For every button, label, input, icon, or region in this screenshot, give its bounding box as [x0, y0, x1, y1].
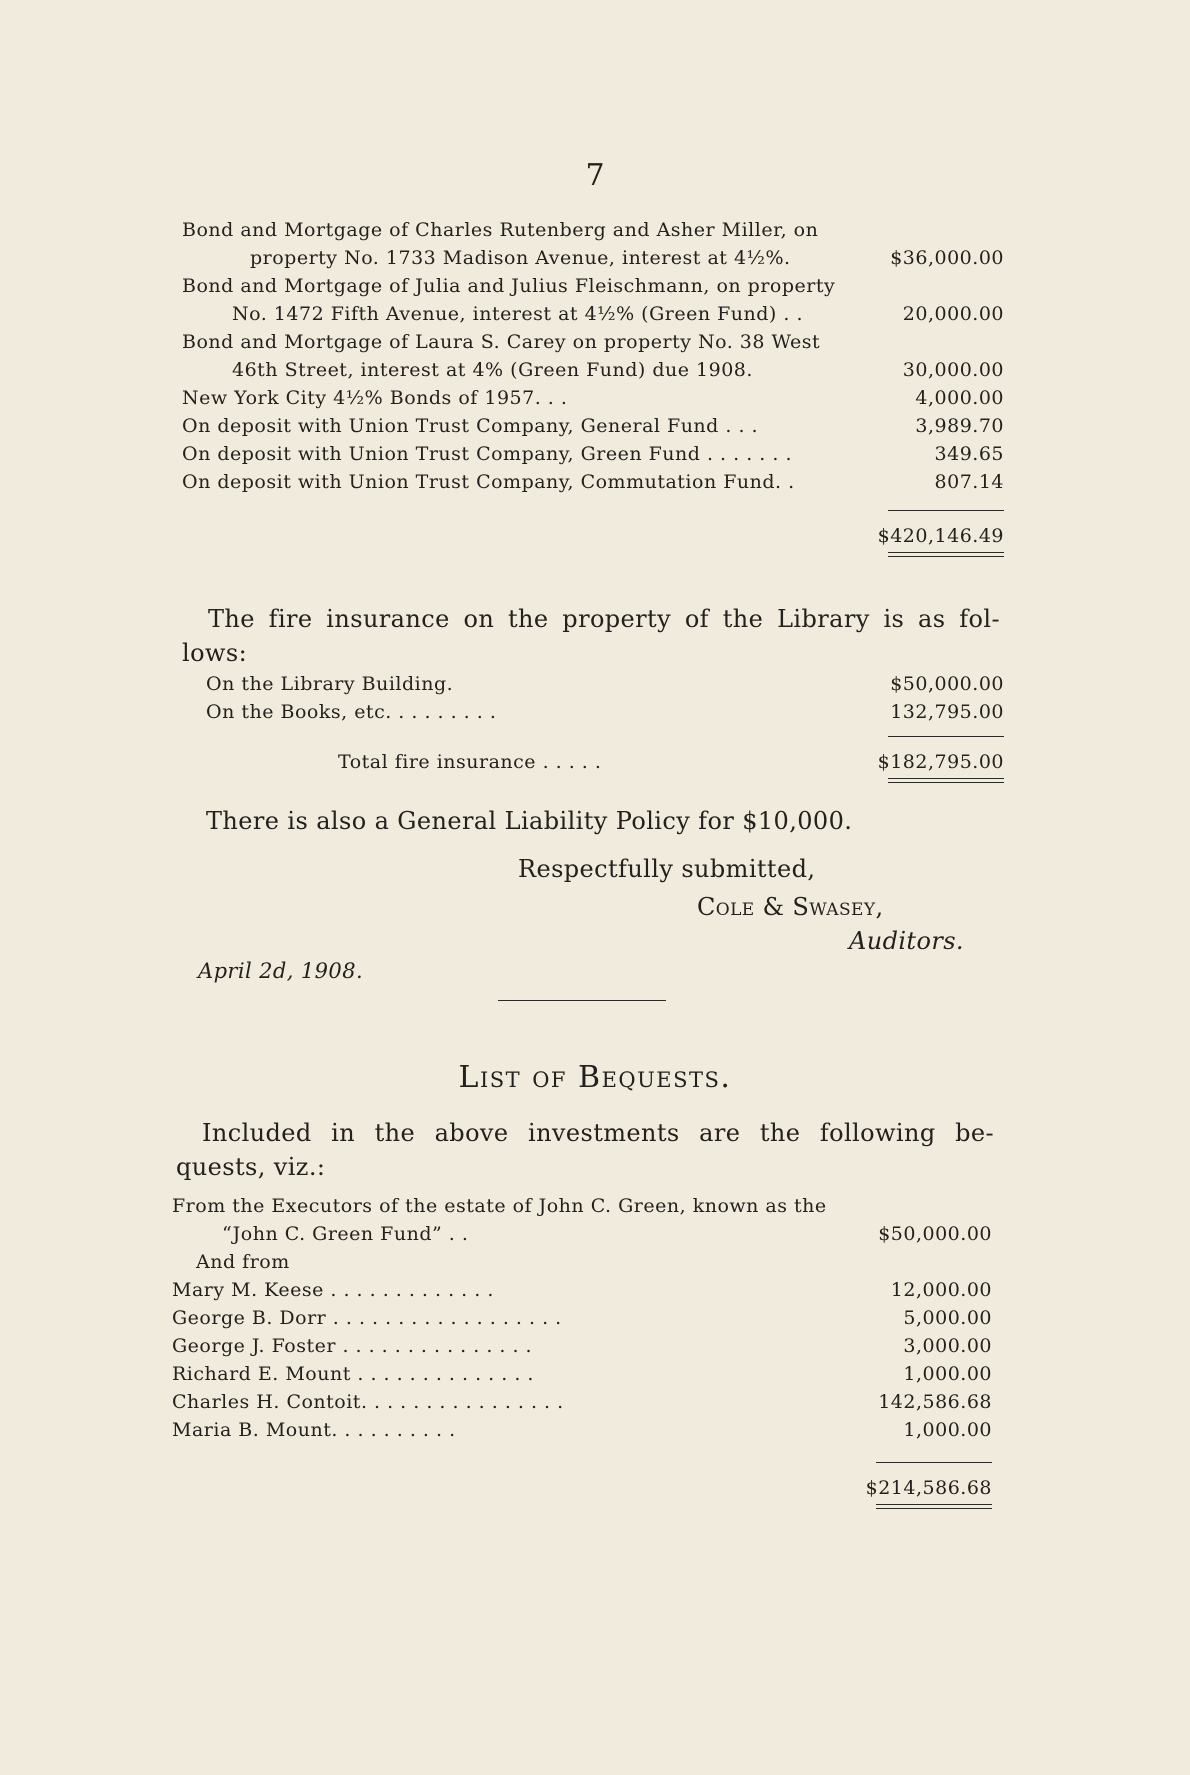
ledger-row	[172, 1276, 992, 1304]
ledger-total-label: Total fire insurance . . . . .	[338, 751, 602, 773]
double-rule-wrap	[182, 776, 1004, 784]
ledger-label: On deposit with Union Trust Company, Green Fund . . . . . . .	[182, 443, 792, 465]
ledger-amount: 20,000.00	[902, 303, 1004, 325]
ledger-row	[182, 440, 1004, 468]
ledger-label: No. 1472 Fifth Avenue, interest at 4½% (Green Fund) . .	[232, 303, 804, 325]
ledger-row	[182, 356, 1004, 384]
signature-block	[182, 890, 1000, 924]
ledger-label: And from	[196, 1251, 290, 1273]
ledger-label: On deposit with Union Trust Company, Commutation Fund. .	[182, 471, 795, 493]
ledger-label: Maria B. Mount. . . . . . . . . .	[172, 1419, 456, 1441]
bequests-ledger	[172, 1192, 992, 1510]
ledger-amount: 807.14	[934, 471, 1004, 493]
ledger-row	[182, 412, 1004, 440]
bequests-intro-line: quests, viz.:	[176, 1153, 326, 1181]
total-rule-wrap	[172, 1444, 992, 1474]
double-rule-wrap	[182, 550, 1004, 558]
ledger-row	[182, 300, 1004, 328]
ledger-row	[182, 384, 1004, 412]
section-heading: List of Bequests.	[458, 1060, 732, 1095]
ledger-amount: 5,000.00	[903, 1307, 992, 1329]
ledger-label: Richard E. Mount . . . . . . . . . . . . . .	[172, 1363, 534, 1385]
ledger-row	[172, 1192, 992, 1220]
ledger-label: On the Library Building.	[206, 673, 454, 695]
ledger-row	[172, 1416, 992, 1444]
ledger-row	[172, 1388, 992, 1416]
ledger-total-row	[182, 522, 1004, 550]
ledger-amount: 3,989.70	[915, 415, 1004, 437]
ledger-amount: 142,586.68	[878, 1391, 992, 1413]
total-double-rule	[888, 778, 1004, 783]
ledger-total: $214,586.68	[865, 1477, 992, 1499]
bequests-intro	[176, 1116, 994, 1184]
ledger-amount: 12,000.00	[890, 1279, 992, 1301]
ledger-amount: 4,000.00	[915, 387, 1004, 409]
signature-title: Auditors.	[849, 927, 964, 955]
ledger-amount: 3,000.00	[903, 1335, 992, 1357]
ledger-row	[172, 1332, 992, 1360]
ledger-row	[182, 244, 1004, 272]
total-double-rule	[876, 1504, 992, 1509]
ledger-label: Bond and Mortgage of Laura S. Carey on property No. 38 West	[182, 331, 821, 353]
ledger-amount: 1,000.00	[903, 1419, 992, 1441]
date: April 2d, 1908.	[198, 959, 364, 983]
ledger-row	[182, 468, 1004, 496]
ledger-row	[182, 272, 1004, 300]
date-block	[182, 954, 1000, 988]
ledger-row	[182, 216, 1004, 244]
fire-insurance-line: lows:	[182, 639, 248, 667]
ledger-amount: 1,000.00	[903, 1363, 992, 1385]
liability-statement	[182, 804, 1000, 838]
sum-rule	[888, 736, 1004, 737]
total-rule-wrap	[182, 726, 1004, 748]
closing-block	[182, 852, 1000, 886]
ledger-label: New York City 4½% Bonds of 1957. . .	[182, 387, 568, 409]
ledger-total-row	[182, 748, 1004, 776]
ledger-amount: 349.65	[934, 443, 1004, 465]
ledger-label: George J. Foster . . . . . . . . . . . . . . .	[172, 1335, 533, 1357]
total-double-rule	[888, 552, 1004, 557]
sum-rule	[876, 1462, 992, 1463]
ledger-label: From the Executors of the estate of John C. Green, known as the	[172, 1195, 827, 1217]
fire-insurance-line: The fire insurance on the property of the Library is as fol-	[208, 605, 1000, 633]
ledger-amount: $50,000.00	[890, 673, 1004, 695]
fire-insurance-ledger	[182, 670, 1004, 784]
ledger-row	[172, 1360, 992, 1388]
ledger-amount: $50,000.00	[878, 1223, 992, 1245]
fire-insurance-intro	[182, 602, 1000, 670]
ledger-row	[182, 670, 1004, 698]
ledger-total: $420,146.49	[877, 525, 1004, 547]
investments-ledger	[182, 216, 1004, 558]
ledger-label: Bond and Mortgage of Charles Rutenberg and Asher Miller, on	[182, 219, 819, 241]
signature-title-block	[182, 924, 1000, 958]
ledger-label: On the Books, etc. . . . . . . . .	[206, 701, 497, 723]
double-rule-wrap	[172, 1502, 992, 1510]
ledger-row	[182, 698, 1004, 726]
ledger-label: 46th Street, interest at 4% (Green Fund) due 1908.	[232, 359, 753, 381]
signature: Cole & Swasey,	[697, 893, 884, 921]
page-number: 7	[585, 158, 605, 193]
ledger-label: Mary M. Keese . . . . . . . . . . . . .	[172, 1279, 494, 1301]
total-rule-wrap	[182, 496, 1004, 522]
ledger-row	[172, 1248, 992, 1276]
ledger-label: property No. 1733 Madison Avenue, interest at 4½%.	[250, 247, 791, 269]
ledger-row	[172, 1220, 992, 1248]
ledger-label: Bond and Mortgage of Julia and Julius Fleischmann, on property	[182, 275, 836, 297]
ledger-row	[172, 1304, 992, 1332]
ledger-total-row	[172, 1474, 992, 1502]
bequests-intro-line: Included in the above investments are the following be-	[202, 1119, 994, 1147]
ledger-label: Charles H. Contoit. . . . . . . . . . . . . . . .	[172, 1391, 564, 1413]
ledger-label: “John C. Green Fund” . .	[222, 1223, 469, 1245]
ledger-label: George B. Dorr . . . . . . . . . . . . . . . . . .	[172, 1307, 562, 1329]
section-divider	[498, 1000, 666, 1001]
ledger-total: $182,795.00	[877, 751, 1004, 773]
ledger-amount: 30,000.00	[902, 359, 1004, 381]
liability-text: There is also a General Liability Policy for $10,000.	[206, 807, 853, 835]
ledger-label: On deposit with Union Trust Company, General Fund . . .	[182, 415, 759, 437]
closing-text: Respectfully submitted,	[518, 855, 816, 883]
sum-rule	[888, 510, 1004, 511]
ledger-amount: 132,795.00	[890, 701, 1004, 723]
ledger-amount: $36,000.00	[890, 247, 1004, 269]
ledger-row	[182, 328, 1004, 356]
